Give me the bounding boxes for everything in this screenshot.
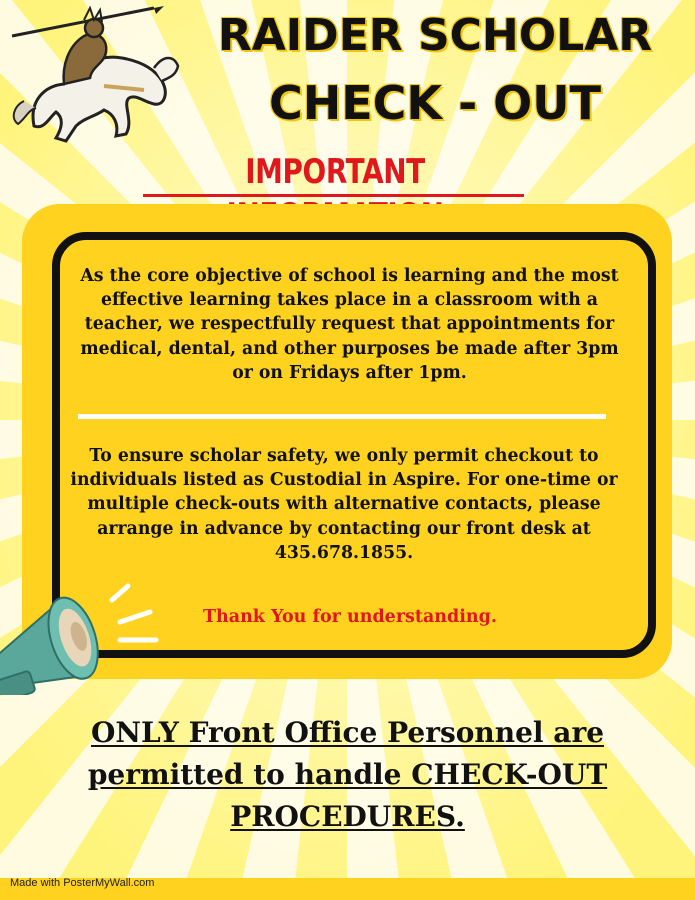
- front-office-notice: ONLY Front Office Personnel are permitted to handle CHECK-OUT PROCEDURES.: [87, 716, 608, 833]
- postermywall-credit: Made with PosterMyWall.com: [10, 877, 155, 889]
- page-title-line-2: CHECK - OUT: [268, 76, 602, 130]
- heading-underline: [143, 194, 524, 197]
- notice-divider: [78, 414, 606, 419]
- thank-you-note: Thank You for understanding.: [203, 607, 497, 627]
- raider-horse-rider-icon: [4, 6, 180, 146]
- megaphone-icon: [0, 560, 165, 695]
- notice-paragraph-appointments: As the core objective of school is learning and the most effective learning takes place in a classroom with a teacher, we respectfully request that appointments for medical, dental, and other purposes be made after 3pm or on Fridays after 1pm.: [80, 266, 619, 383]
- notice-paragraph-safety: To ensure scholar safety, we only permit checkout to individuals listed as Custodial in Aspire. For one-time or multiple check-outs with alternative contacts, please arrange in advance by contacting our front desk at 435.678.1855.: [70, 446, 618, 563]
- page-title-line-1: RAIDER SCHOLAR: [217, 10, 653, 61]
- important-information-heading: IMPORTANT: [245, 152, 425, 192]
